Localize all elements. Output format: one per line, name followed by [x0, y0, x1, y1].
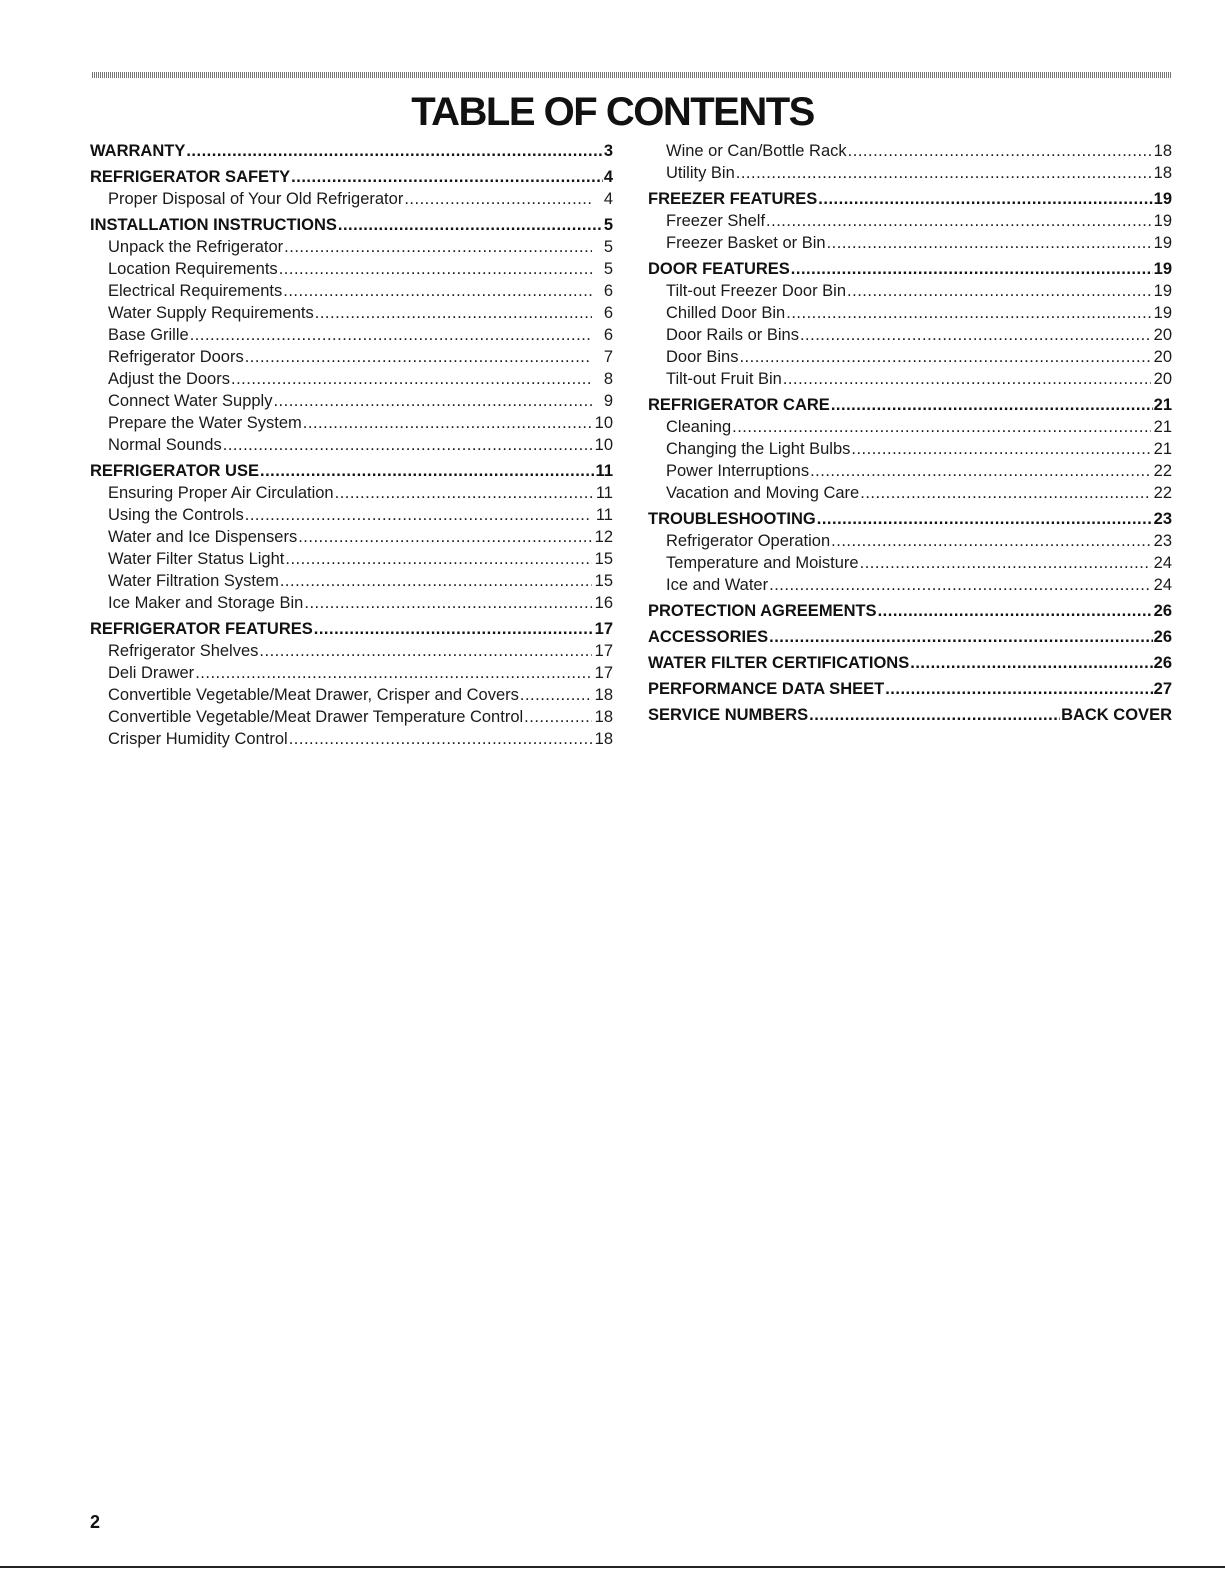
toc-entry-label: WATER FILTER CERTIFICATIONS [648, 654, 910, 672]
dot-leader [783, 368, 1151, 390]
dot-leader [766, 210, 1151, 232]
toc-entry-page: 26 [1153, 602, 1172, 620]
toc-entry-label: Ice and Water [666, 576, 769, 594]
toc-section-entry[interactable] [648, 626, 1172, 648]
toc-entry-page: 20 [1153, 370, 1172, 388]
toc-entry-label: TROUBLESHOOTING [648, 510, 816, 528]
dot-leader [847, 280, 1151, 302]
dot-leader [338, 214, 603, 236]
toc-right-column [648, 140, 1172, 726]
toc-entry-label: Wine or Can/Bottle Rack [666, 142, 847, 160]
toc-entry-page: 16 [594, 594, 613, 612]
dot-leader [245, 346, 592, 368]
toc-entry-page: 18 [1153, 142, 1172, 160]
toc-entry-page: 6 [603, 304, 613, 322]
dot-leader [190, 324, 592, 346]
toc-entry-label: REFRIGERATOR SAFETY [90, 168, 291, 186]
toc-entry-label: Unpack the Refrigerator [108, 238, 284, 256]
toc-section-entry[interactable] [90, 140, 613, 162]
dot-leader [910, 652, 1152, 674]
toc-entry-label: Location Requirements [108, 260, 278, 278]
toc-entry-label: Door Rails or Bins [666, 326, 799, 344]
dot-leader [848, 140, 1151, 162]
dot-leader [283, 280, 592, 302]
dot-leader [259, 640, 592, 662]
toc-subsection-entry[interactable] [90, 548, 613, 570]
dot-leader [304, 592, 592, 614]
toc-subsection-entry[interactable] [648, 416, 1172, 438]
toc-entry-page: 22 [1153, 484, 1172, 502]
dot-leader [279, 258, 592, 280]
toc-entry-label: Tilt-out Fruit Bin [666, 370, 782, 388]
toc-entry-label: Tilt-out Freezer Door Bin [666, 282, 847, 300]
toc-subsection-entry[interactable] [648, 530, 1172, 552]
dot-leader [284, 236, 592, 258]
dot-leader [786, 302, 1151, 324]
toc-entry-label: Convertible Vegetable/Meat Drawer Temperature Control [108, 708, 524, 726]
toc-subsection-entry[interactable] [90, 324, 613, 346]
dot-leader [195, 662, 592, 684]
toc-subsection-entry[interactable] [90, 640, 613, 662]
toc-entry-page: 5 [603, 260, 613, 278]
toc-entry-label: DOOR FEATURES [648, 260, 790, 278]
dot-leader [769, 574, 1151, 596]
dot-leader [315, 302, 592, 324]
bottom-rule [0, 1566, 1225, 1568]
toc-entry-label: Deli Drawer [108, 664, 195, 682]
toc-section-entry[interactable] [648, 394, 1172, 416]
toc-entry-page: 20 [1153, 348, 1172, 366]
toc-entry-page: 3 [603, 142, 613, 160]
dot-leader [810, 460, 1151, 482]
toc-entry-label: Ensuring Proper Air Circulation [108, 484, 334, 502]
dot-leader [878, 600, 1153, 622]
toc-entry-page: 26 [1153, 628, 1172, 646]
toc-entry-label: PROTECTION AGREEMENTS [648, 602, 877, 620]
toc-entry-label: Prepare the Water System [108, 414, 302, 432]
toc-entry-page: 6 [603, 326, 613, 344]
dot-leader [809, 704, 1060, 726]
toc-subsection-entry[interactable] [90, 412, 613, 434]
toc-entry-label: Utility Bin [666, 164, 735, 182]
toc-section-entry[interactable] [90, 214, 613, 236]
toc-subsection-entry[interactable] [648, 232, 1172, 254]
dot-leader [291, 166, 603, 188]
toc-entry-label: REFRIGERATOR USE [90, 462, 259, 480]
toc-subsection-entry[interactable] [648, 346, 1172, 368]
dot-leader [260, 460, 595, 482]
dot-leader [860, 552, 1151, 574]
dot-leader [851, 438, 1151, 460]
dot-leader [298, 526, 592, 548]
toc-entry-page: 19 [1153, 260, 1172, 278]
dot-leader [885, 678, 1152, 700]
toc-subsection-entry[interactable] [90, 728, 613, 750]
toc-entry-page: 20 [1153, 326, 1172, 344]
toc-entry-page: 12 [594, 528, 613, 546]
toc-subsection-entry[interactable] [90, 592, 613, 614]
toc-entry-page: 22 [1153, 462, 1172, 480]
toc-subsection-entry[interactable] [90, 662, 613, 684]
toc-entry-label: Base Grille [108, 326, 189, 344]
toc-entry-page: 21 [1153, 440, 1172, 458]
toc-entry-page: 27 [1153, 680, 1172, 698]
toc-subsection-entry[interactable] [648, 210, 1172, 232]
toc-subsection-entry[interactable] [90, 434, 613, 456]
toc-entry-label: Power Interruptions [666, 462, 810, 480]
toc-entry-page: 5 [603, 216, 613, 234]
toc-entry-page: 18 [1153, 164, 1172, 182]
toc-entry-page: 11 [595, 484, 613, 502]
toc-entry-page: 19 [1153, 304, 1172, 322]
toc-subsection-entry[interactable] [648, 162, 1172, 184]
toc-entry-page: 18 [594, 708, 613, 726]
toc-section-entry[interactable] [648, 600, 1172, 622]
toc-entry-label: Water Supply Requirements [108, 304, 314, 322]
toc-subsection-entry[interactable] [648, 438, 1172, 460]
toc-subsection-entry[interactable] [648, 368, 1172, 390]
toc-entry-page: 17 [594, 664, 613, 682]
toc-entry-label: Electrical Requirements [108, 282, 283, 300]
toc-section-entry[interactable] [648, 704, 1172, 726]
toc-entry-label: Changing the Light Bulbs [666, 440, 851, 458]
toc-entry-page: 23 [1153, 532, 1172, 550]
toc-subsection-entry[interactable] [90, 258, 613, 280]
toc-section-entry[interactable] [648, 188, 1172, 210]
toc-entry-label: INSTALLATION INSTRUCTIONS [90, 216, 337, 234]
toc-subsection-entry[interactable] [90, 706, 613, 728]
dot-leader [817, 508, 1153, 530]
toc-section-entry[interactable] [648, 652, 1172, 674]
dot-leader [186, 140, 602, 162]
toc-entry-page: 19 [1153, 212, 1172, 230]
toc-entry-page: 23 [1153, 510, 1172, 528]
toc-entry-page: BACK COVER [1061, 706, 1172, 724]
dot-leader [285, 548, 592, 570]
toc-entry-page: 21 [1153, 396, 1172, 414]
toc-section-entry[interactable] [648, 258, 1172, 280]
dot-leader [831, 530, 1151, 552]
toc-entry-label: Water Filtration System [108, 572, 279, 590]
toc-entry-label: Freezer Shelf [666, 212, 766, 230]
page-number: 2 [90, 1512, 101, 1532]
toc-entry-label: Convertible Vegetable/Meat Drawer, Crisper and Covers [108, 686, 519, 704]
dot-leader [827, 232, 1151, 254]
dot-leader [273, 390, 592, 412]
dot-leader [289, 728, 592, 750]
toc-entry-label: REFRIGERATOR FEATURES [90, 620, 313, 638]
toc-entry-label: Using the Controls [108, 506, 244, 524]
toc-subsection-entry[interactable] [648, 460, 1172, 482]
toc-entry-label: Door Bins [666, 348, 739, 366]
top-rule [92, 72, 1172, 78]
dot-leader [818, 188, 1152, 210]
toc-subsection-entry[interactable] [648, 140, 1172, 162]
toc-entry-page: 15 [594, 572, 613, 590]
dot-leader [860, 482, 1151, 504]
toc-entry-page: 9 [603, 392, 613, 410]
toc-entry-label: SERVICE NUMBERS [648, 706, 809, 724]
toc-entry-label: Cleaning [666, 418, 732, 436]
toc-entry-page: 10 [594, 436, 613, 454]
toc-entry-page: 19 [1153, 282, 1172, 300]
toc-entry-page: 10 [594, 414, 613, 432]
toc-entry-label: Water and Ice Dispensers [108, 528, 298, 546]
dot-leader [231, 368, 592, 390]
toc-section-entry[interactable] [90, 618, 613, 640]
toc-entry-label: Refrigerator Shelves [108, 642, 259, 660]
toc-entry-label: Chilled Door Bin [666, 304, 786, 322]
toc-subsection-entry[interactable] [90, 526, 613, 548]
toc-entry-label: ACCESSORIES [648, 628, 769, 646]
toc-entry-page: 24 [1153, 576, 1172, 594]
toc-entry-page: 4 [603, 190, 613, 208]
toc-section-entry[interactable] [648, 508, 1172, 530]
page-title: TABLE OF CONTENTS [411, 90, 814, 134]
toc-section-entry[interactable] [648, 678, 1172, 700]
toc-entry-label: WARRANTY [90, 142, 186, 160]
toc-subsection-entry[interactable] [90, 482, 613, 504]
toc-entry-page: 18 [594, 730, 613, 748]
toc-entry-label: PERFORMANCE DATA SHEET [648, 680, 885, 698]
toc-subsection-entry[interactable] [90, 280, 613, 302]
toc-entry-label: Refrigerator Doors [108, 348, 244, 366]
toc-left-column [90, 140, 613, 750]
toc-entry-label: Normal Sounds [108, 436, 222, 454]
toc-subsection-entry[interactable] [90, 570, 613, 592]
toc-entry-page: 4 [603, 168, 613, 186]
toc-section-entry[interactable] [90, 460, 613, 482]
toc-entry-label: Connect Water Supply [108, 392, 273, 410]
toc-entry-page: 11 [595, 506, 613, 524]
dot-leader [831, 394, 1153, 416]
toc-entry-page: 26 [1153, 654, 1172, 672]
dot-leader [303, 412, 592, 434]
toc-entry-label: Adjust the Doors [108, 370, 230, 388]
toc-section-entry[interactable] [90, 166, 613, 188]
toc-entry-page: 21 [1153, 418, 1172, 436]
toc-entry-page: 17 [594, 620, 613, 638]
toc-entry-page: 24 [1153, 554, 1172, 572]
toc-subsection-entry[interactable] [648, 280, 1172, 302]
toc-subsection-entry[interactable] [648, 302, 1172, 324]
toc-entry-label: Freezer Basket or Bin [666, 234, 826, 252]
dot-leader [223, 434, 592, 456]
toc-subsection-entry[interactable] [90, 302, 613, 324]
toc-subsection-entry[interactable] [648, 482, 1172, 504]
toc-subsection-entry[interactable] [648, 552, 1172, 574]
dot-leader [791, 258, 1153, 280]
toc-entry-label: Vacation and Moving Care [666, 484, 860, 502]
toc-entry-page: 7 [603, 348, 613, 366]
dot-leader [335, 482, 592, 504]
toc-entry-page: 19 [1153, 234, 1172, 252]
toc-entry-page: 8 [603, 370, 613, 388]
toc-subsection-entry[interactable] [90, 684, 613, 706]
toc-entry-page: 19 [1153, 190, 1172, 208]
toc-entry-page: 11 [595, 462, 613, 480]
toc-subsection-entry[interactable] [648, 324, 1172, 346]
toc-entry-label: Crisper Humidity Control [108, 730, 288, 748]
toc-subsection-entry[interactable] [90, 504, 613, 526]
toc-entry-label: Refrigerator Operation [666, 532, 831, 550]
toc-entry-page: 6 [603, 282, 613, 300]
toc-entry-page: 17 [594, 642, 613, 660]
dot-leader [800, 324, 1151, 346]
dot-leader [732, 416, 1151, 438]
dot-leader [520, 684, 592, 706]
toc-subsection-entry[interactable] [90, 188, 613, 210]
toc-subsection-entry[interactable] [90, 236, 613, 258]
toc-entry-page: 15 [594, 550, 613, 568]
dot-leader [404, 188, 592, 210]
toc-subsection-entry[interactable] [648, 574, 1172, 596]
toc-subsection-entry[interactable] [90, 390, 613, 412]
toc-entry-page: 5 [603, 238, 613, 256]
dot-leader [739, 346, 1151, 368]
toc-entry-page: 18 [594, 686, 613, 704]
dot-leader [245, 504, 592, 526]
dot-leader [314, 618, 594, 640]
toc-entry-label: Proper Disposal of Your Old Refrigerator [108, 190, 404, 208]
dot-leader [524, 706, 592, 728]
dot-leader [769, 626, 1153, 648]
dot-leader [280, 570, 592, 592]
toc-subsection-entry[interactable] [90, 368, 613, 390]
toc-entry-label: FREEZER FEATURES [648, 190, 818, 208]
toc-entry-label: Ice Maker and Storage Bin [108, 594, 304, 612]
toc-entry-label: Water Filter Status Light [108, 550, 285, 568]
dot-leader [736, 162, 1151, 184]
toc-entry-label: Temperature and Moisture [666, 554, 859, 572]
toc-subsection-entry[interactable] [90, 346, 613, 368]
toc-entry-label: REFRIGERATOR CARE [648, 396, 830, 414]
